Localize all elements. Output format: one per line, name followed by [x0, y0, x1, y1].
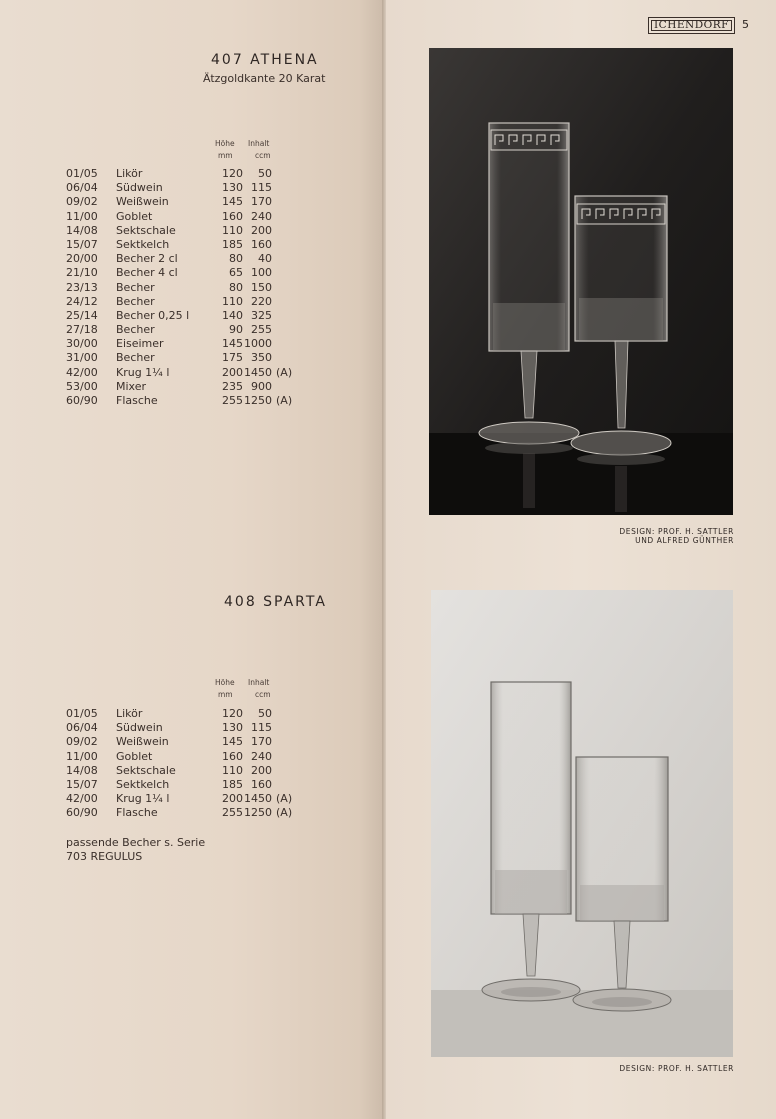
item-name: Mixer: [116, 379, 147, 393]
sparta-product-photo: [431, 590, 733, 1057]
item-volume: 1250: [244, 806, 272, 820]
item-volume: 40: [258, 252, 272, 266]
sparta-col-volume-unit: ccm: [255, 690, 271, 699]
page-number: 5: [742, 18, 749, 31]
item-volume: 1450: [244, 792, 272, 806]
item-number: 31/00: [66, 351, 98, 365]
item-name: Becher: [116, 294, 155, 308]
item-height: 200: [222, 792, 243, 806]
item-height: 145: [222, 337, 243, 351]
item-volume: 220: [251, 294, 272, 308]
item-height: 110: [222, 294, 243, 308]
sparta-col-volume: Inhalt: [248, 678, 270, 687]
item-height: 130: [222, 721, 243, 735]
item-number: 15/07: [66, 237, 98, 251]
item-name: Likör: [116, 707, 143, 720]
item-volume: 160: [251, 237, 272, 251]
item-volume: 115: [251, 721, 272, 735]
item-number: 01/05: [66, 167, 98, 180]
item-height: 65: [229, 266, 243, 280]
athena-col-height-unit: mm: [218, 151, 233, 160]
item-height: 120: [222, 707, 243, 720]
item-volume: 50: [258, 167, 272, 180]
athena-col-volume-unit: ccm: [255, 151, 271, 160]
sparta-col-height-unit: mm: [218, 690, 233, 699]
item-volume: 255: [251, 323, 272, 337]
item-volume: 350: [251, 351, 272, 365]
item-height: 255: [222, 394, 243, 407]
item-volume: 1450: [244, 365, 272, 379]
brand-label: ICHENDORF: [648, 17, 735, 34]
item-number: 60/90: [66, 806, 98, 820]
item-height: 255: [222, 806, 243, 820]
item-volume: 170: [251, 735, 272, 749]
item-note: (A): [276, 792, 293, 806]
item-volume: 115: [251, 181, 272, 195]
item-height: 185: [222, 777, 243, 791]
item-height: 80: [229, 252, 243, 266]
item-height: 120: [222, 167, 243, 180]
item-number: 09/02: [66, 735, 98, 749]
item-name: Krug 1¼ l: [116, 792, 170, 806]
item-volume: 150: [251, 280, 272, 294]
athena-credit-line-1: DESIGN: PROF. H. SATTLER: [619, 527, 734, 536]
item-number: 15/07: [66, 777, 98, 791]
sparta-title: 408 SPARTA: [224, 594, 327, 610]
item-volume: 240: [251, 749, 272, 763]
athena-design-credit: [619, 527, 734, 545]
item-height: 80: [229, 280, 243, 294]
item-name: Sektschale: [116, 223, 176, 237]
item-number: 21/10: [66, 266, 98, 280]
item-height: 145: [222, 195, 243, 209]
item-name: Flasche: [116, 806, 158, 820]
item-name: Sektkelch: [116, 237, 170, 251]
item-height: 110: [222, 763, 243, 777]
item-name: Flasche: [116, 394, 158, 407]
item-name: Becher 2 cl: [116, 252, 178, 266]
item-name: Südwein: [116, 721, 163, 735]
item-height: 145: [222, 735, 243, 749]
item-height: 175: [222, 351, 243, 365]
item-number: 42/00: [66, 365, 98, 379]
item-volume: 900: [251, 379, 272, 393]
sparta-col-height: Höhe: [215, 678, 235, 687]
item-name: Weißwein: [116, 735, 169, 749]
item-volume: 325: [251, 308, 272, 322]
item-number: 14/08: [66, 223, 98, 237]
item-name: Goblet: [116, 749, 153, 763]
item-name: Sektschale: [116, 763, 176, 777]
item-number: 01/05: [66, 707, 98, 720]
item-name: Becher: [116, 323, 155, 337]
item-name: Becher: [116, 351, 155, 365]
item-volume: 100: [251, 266, 272, 280]
item-note: (A): [276, 394, 293, 407]
item-name: Becher 4 cl: [116, 266, 178, 280]
item-number: 25/14: [66, 308, 98, 322]
athena-subtitle: Ätzgoldkante 20 Karat: [203, 72, 326, 85]
item-height: 235: [222, 379, 243, 393]
item-number: 53/00: [66, 379, 98, 393]
item-number: 11/00: [66, 749, 98, 763]
item-number: 20/00: [66, 252, 98, 266]
item-name: Eiseimer: [116, 337, 164, 351]
item-name: Südwein: [116, 181, 163, 195]
item-height: 90: [229, 323, 243, 337]
item-number: 60/90: [66, 394, 98, 407]
item-name: Sektkelch: [116, 777, 170, 791]
item-height: 200: [222, 365, 243, 379]
item-number: 42/00: [66, 792, 98, 806]
item-name: Weißwein: [116, 195, 169, 209]
item-number: 06/04: [66, 181, 98, 195]
item-volume: 200: [251, 763, 272, 777]
item-height: 185: [222, 237, 243, 251]
item-number: 11/00: [66, 209, 98, 223]
item-height: 140: [222, 308, 243, 322]
item-number: 27/18: [66, 323, 98, 337]
item-volume: 200: [251, 223, 272, 237]
athena-col-volume: Inhalt: [248, 139, 270, 148]
item-note: (A): [276, 806, 293, 820]
sparta-note-line-2: 703 REGULUS: [66, 850, 143, 863]
item-name: Goblet: [116, 209, 153, 223]
sparta-note-line-1: passende Becher s. Serie: [66, 836, 206, 849]
item-note: (A): [276, 365, 293, 379]
item-volume: 1000: [244, 337, 272, 351]
item-number: 09/02: [66, 195, 98, 209]
item-volume: 240: [251, 209, 272, 223]
item-number: 24/12: [66, 294, 98, 308]
item-volume: 1250: [244, 394, 272, 407]
item-volume: 170: [251, 195, 272, 209]
left-page: [0, 0, 382, 1119]
item-height: 130: [222, 181, 243, 195]
item-name: Likör: [116, 167, 143, 180]
item-name: Becher 0,25 l: [116, 308, 190, 322]
item-volume: 50: [258, 707, 272, 720]
athena-product-photo: [429, 48, 733, 515]
item-height: 160: [222, 749, 243, 763]
item-height: 110: [222, 223, 243, 237]
sparta-design-credit: DESIGN: PROF. H. SATTLER: [619, 1064, 734, 1073]
athena-credit-line-2: UND ALFRED GÜNTHER: [635, 536, 734, 545]
item-number: 23/13: [66, 280, 98, 294]
item-volume: 160: [251, 777, 272, 791]
item-number: 30/00: [66, 337, 98, 351]
item-number: 14/08: [66, 763, 98, 777]
item-height: 160: [222, 209, 243, 223]
item-name: Becher: [116, 280, 155, 294]
athena-title: 407 ATHENA: [211, 52, 319, 68]
item-number: 06/04: [66, 721, 98, 735]
item-name: Krug 1¼ l: [116, 365, 170, 379]
athena-col-height: Höhe: [215, 139, 235, 148]
